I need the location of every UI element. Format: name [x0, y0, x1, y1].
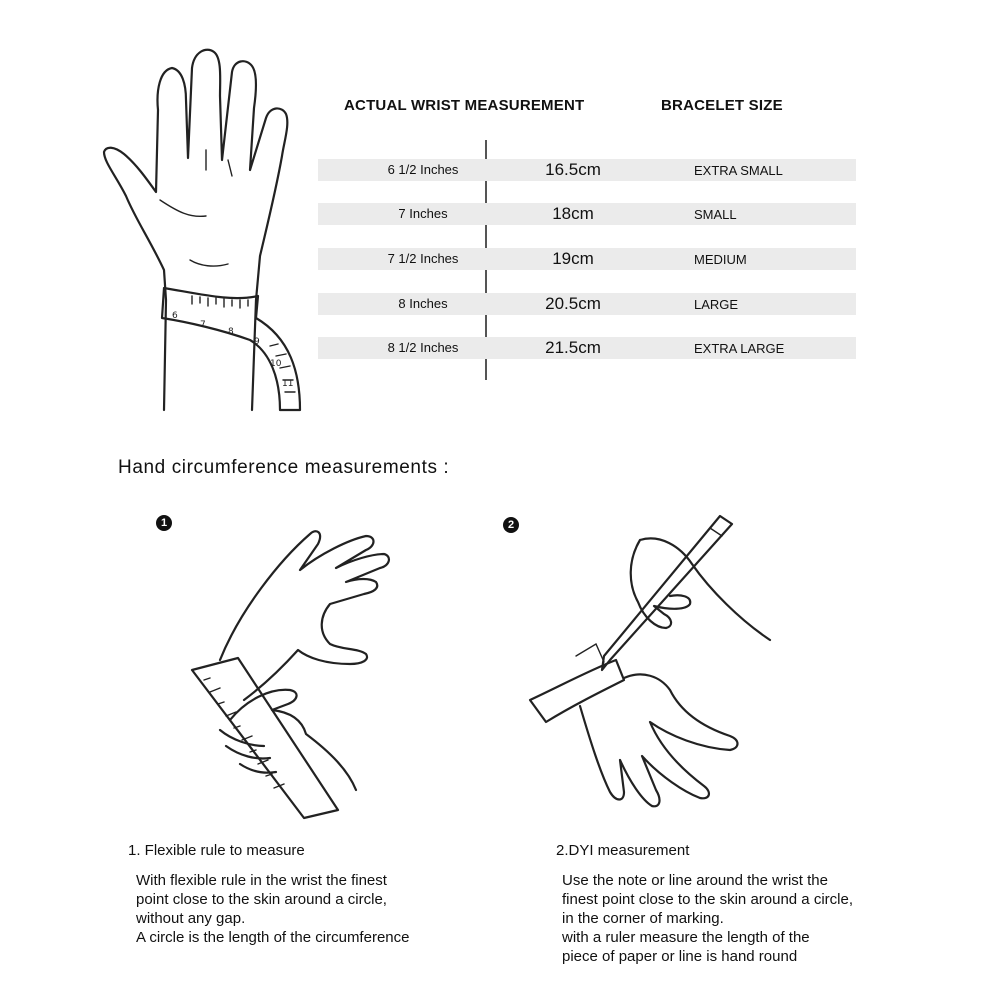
size-row — [318, 293, 856, 315]
step-1-title: 1. Flexible rule to measure — [128, 842, 305, 859]
step-2-line: with a ruler measure the length of the — [562, 929, 810, 946]
size-row — [318, 337, 856, 359]
step-2-badge: 2 — [503, 517, 519, 533]
inches-value: 8 1/2 Inches — [387, 340, 459, 355]
header-bracelet-size: BRACELET SIZE — [661, 97, 783, 114]
flexible-rule-illustration — [180, 520, 410, 820]
size-label: LARGE — [694, 297, 739, 312]
step-1-badge: 1 — [156, 515, 172, 531]
section-title: Hand circumference measurements : — [118, 457, 450, 478]
cm-value: 21.5cm — [545, 338, 601, 357]
step-1-description — [136, 871, 476, 947]
measuring-tape — [162, 288, 300, 410]
cm-value: 18cm — [552, 204, 594, 223]
size-label: EXTRA LARGE — [694, 341, 785, 356]
inches-value: 7 1/2 Inches — [387, 251, 459, 266]
step-2-description — [562, 871, 942, 966]
dyi-measurement-illustration — [520, 510, 790, 820]
tape-tick-label: 11 — [282, 379, 294, 389]
size-row — [318, 203, 856, 225]
inches-value: 7 Inches — [398, 206, 448, 221]
tape-tick-label: 8 — [228, 327, 234, 337]
inches-value: 8 Inches — [398, 296, 448, 311]
size-label: EXTRA SMALL — [694, 163, 783, 178]
step-2-line: in the corner of marking. — [562, 910, 724, 927]
cm-value: 19cm — [552, 249, 594, 268]
size-label: SMALL — [694, 207, 737, 222]
tape-tick-label: 9 — [254, 337, 260, 347]
step-1-line: A circle is the length of the circumference — [136, 929, 410, 946]
size-row — [318, 159, 856, 181]
step-1-line: With flexible rule in the wrist the finest — [136, 872, 387, 889]
step-2-line: finest point close to the skin around a circle, — [562, 891, 853, 908]
header-actual-wrist-measurement: ACTUAL WRIST MEASUREMENT — [344, 97, 585, 114]
inches-value: 6 1/2 Inches — [387, 162, 459, 177]
size-label: MEDIUM — [694, 252, 747, 267]
hand-with-tape-illustration — [0, 0, 320, 420]
cm-value: 20.5cm — [545, 294, 601, 313]
tape-tick-label: 6 — [172, 311, 178, 321]
step-1-line: point close to the skin around a circle, — [136, 891, 387, 908]
step-2-line: piece of paper or line is hand round — [562, 948, 798, 965]
step-2-line: Use the note or line around the wrist the — [562, 872, 828, 889]
step-1-line: without any gap. — [136, 910, 246, 927]
step-2-title: 2.DYI measurement — [556, 842, 690, 859]
tape-tick-label: 10 — [270, 359, 282, 369]
tape-tick-label: 7 — [200, 320, 206, 330]
cm-value: 16.5cm — [545, 160, 601, 179]
size-row — [318, 248, 856, 270]
